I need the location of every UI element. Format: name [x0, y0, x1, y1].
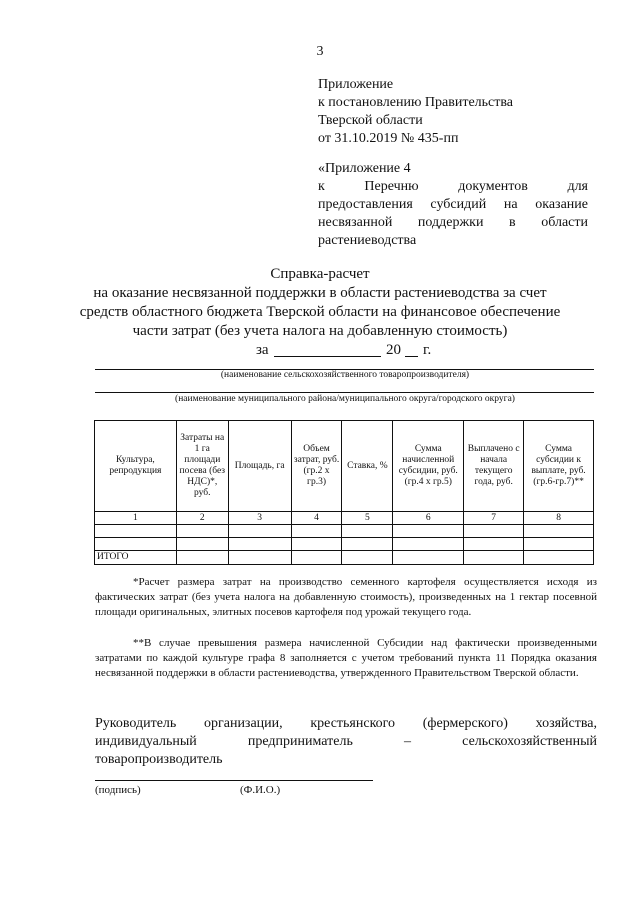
form-subtitle-line: средств областного бюджета Тверской области на финансовое обеспечение — [79, 304, 561, 320]
period-suffix: г. — [423, 342, 432, 358]
form-subtitle-line: на оказание несвязанной поддержки в области растениеводства за счет — [93, 285, 547, 301]
table-cell[interactable] — [228, 538, 291, 551]
appendix4-line: растениеводства — [318, 233, 417, 248]
table-cell[interactable] — [95, 538, 177, 551]
appendix-line: Приложение — [318, 77, 394, 92]
column-number: 5 — [342, 512, 393, 525]
table-header-cell: Культура, репродукция — [95, 421, 177, 512]
footnote-2: **В случае превышения размера начисленной Субсидии над фактически произведенными затратами по каждой культуре графа 8 заполняется с учетом требований пункта 11 Порядка оказания несвязанной поддержки в области растениеводства, утвержденного Правительством Тверской области. — [95, 637, 597, 679]
appendix-line: к постановлению Правительства — [318, 95, 514, 110]
column-number: 1 — [95, 512, 177, 525]
sign-label: (подпись) — [95, 784, 141, 796]
table-cell[interactable] — [291, 538, 342, 551]
appendix4-line: несвязанной поддержки в области — [318, 215, 588, 230]
total-label: ИТОГО — [95, 551, 177, 565]
column-number: 3 — [228, 512, 291, 525]
table-header-cell: Объем затрат, руб. (гр.2 x гр.3) — [291, 421, 342, 512]
column-number: 8 — [524, 512, 594, 525]
footnote-1: *Расчет размера затрат на производство семенного картофеля осуществляется исходя из фактических затрат (без учета налога на добавленную стоимость), произведенных на 1 гектар посевной площади оригинальных, элитных посевов картофеля под урожай текущего года. — [95, 576, 597, 618]
table-row — [95, 538, 594, 551]
appendix-line: от 31.10.2019 № 435-пп — [318, 131, 459, 146]
table-cell[interactable] — [228, 551, 291, 565]
table-header-row — [95, 421, 594, 512]
name-label: (Ф.И.О.) — [240, 784, 281, 796]
appendix-header — [318, 76, 513, 148]
table-header-cell: Сумма начисленной субсидии, руб. (гр.4 x гр.5) — [393, 421, 464, 512]
table-header-cell: Выплачено с начала текущего года, руб. — [464, 421, 524, 512]
page-number: 3 — [316, 44, 324, 59]
form-title-block — [0, 265, 640, 361]
table-cell[interactable] — [176, 525, 228, 538]
table-cell[interactable] — [524, 525, 594, 538]
table-header-cell: Ставка, % — [342, 421, 393, 512]
table-cell[interactable] — [176, 551, 228, 565]
table-cell[interactable] — [464, 551, 524, 565]
signature-line: индивидуальный предприниматель – сельскохозяйственный — [95, 734, 597, 749]
table-cell[interactable] — [228, 525, 291, 538]
column-number: 7 — [464, 512, 524, 525]
table-cell[interactable] — [291, 525, 342, 538]
table-cell[interactable] — [291, 551, 342, 565]
appendix4-line: предоставления субсидий на оказание — [318, 197, 588, 212]
table-header-cell: Сумма субсидии к выплате, руб. (гр.6-гр.7)** — [524, 421, 594, 512]
table-header-cell: Площадь, га — [228, 421, 291, 512]
table-cell[interactable] — [464, 525, 524, 538]
appendix4-title: «Приложение 4 — [318, 161, 411, 176]
period-year: 20 — [386, 342, 401, 358]
period-blank — [274, 356, 381, 357]
column-number: 6 — [393, 512, 464, 525]
period-prefix: за — [256, 342, 269, 358]
table-row — [95, 525, 594, 538]
period-line — [0, 341, 640, 361]
district-field-line — [95, 392, 594, 393]
table-cell[interactable] — [342, 525, 393, 538]
table-cell[interactable] — [524, 551, 594, 565]
appendix4-line: к Перечню документов для — [318, 179, 588, 194]
column-number: 4 — [291, 512, 342, 525]
table-number-row — [95, 512, 594, 525]
period-year-blank — [405, 356, 418, 357]
column-number: 2 — [176, 512, 228, 525]
appendix4-header — [318, 160, 588, 250]
table-total-row — [95, 551, 594, 565]
producer-caption: (наименование сельскохозяйственного товаропроизводителя) — [220, 370, 470, 380]
table-cell[interactable] — [524, 538, 594, 551]
table-cell[interactable] — [95, 525, 177, 538]
subsidy-table — [94, 420, 594, 565]
form-subtitle-line: части затрат (без учета налога на добавленную стоимость) — [132, 323, 508, 339]
table-cell[interactable] — [342, 538, 393, 551]
district-caption: (наименование муниципального района/муниципального округа/городского округа) — [175, 394, 515, 404]
table-header-cell: Затраты на 1 га площади посева (без НДС)*, руб. — [176, 421, 228, 512]
table-cell[interactable] — [393, 538, 464, 551]
signature-line: Руководитель организации, крестьянского (фермерского) хозяйства, — [95, 716, 597, 731]
table-cell[interactable] — [176, 538, 228, 551]
form-title: Справка-расчет — [270, 266, 370, 282]
table-cell[interactable] — [393, 525, 464, 538]
signature-field-line — [95, 780, 373, 781]
signature-block — [95, 715, 597, 769]
table-cell[interactable] — [464, 538, 524, 551]
signature-line: товаропроизводитель — [95, 752, 223, 767]
table-cell[interactable] — [342, 551, 393, 565]
table-cell[interactable] — [393, 551, 464, 565]
appendix-line: Тверской области — [318, 113, 423, 128]
